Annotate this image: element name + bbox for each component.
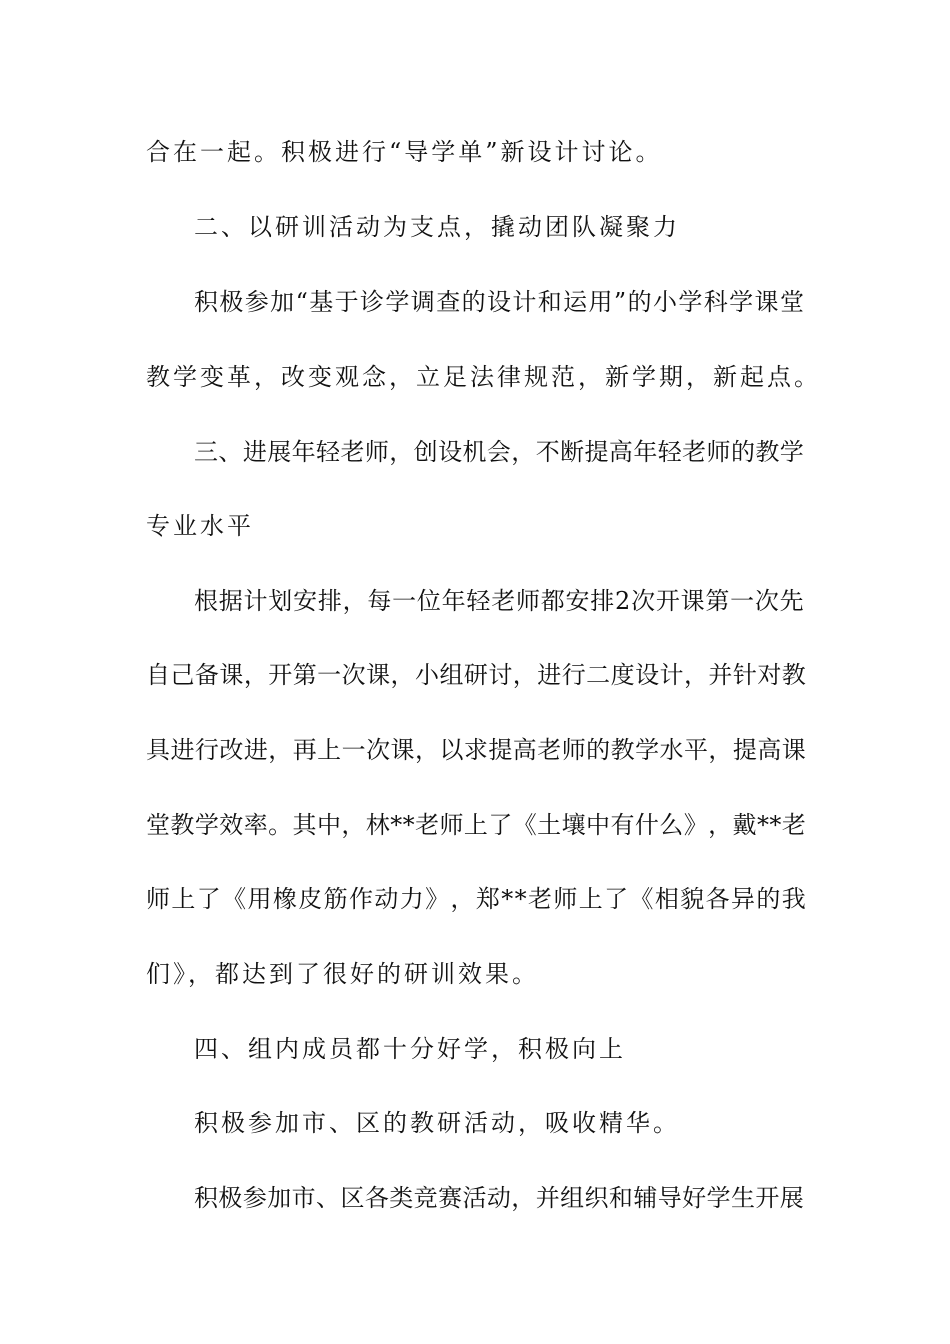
section-heading-4: 四、组内成员都十分好学，积极向上: [194, 1035, 626, 1063]
paragraph-line: 堂 教 学 效 率 。 其 中 ， 林 * * 老 师 上 了 《 土 壤 中 有 什 么 》 ， 戴 * * 老: [146, 811, 806, 839]
section-heading-3: 三 、 进 展 年 轻 老 师 ， 创 设 机 会 ， 不 断 提 高 年 轻 老 师 的 教 学: [194, 438, 804, 466]
paragraph-line: 合在一起。积极进行“导学单”新设计讨论。: [146, 138, 663, 166]
paragraph-line: 积 极 参 加 市 、 区 各 类 竞 赛 活 动 ， 并 组 织 和 辅 导 好 学 生 开 展: [194, 1184, 804, 1212]
paragraph-line: 积极参加市、区的教研活动，吸收精华。: [194, 1109, 680, 1137]
section-heading-2: 二、以研训活动为支点，撬动团队凝聚力: [194, 213, 680, 241]
paragraph-line: 积 极 参 加 “ 基 于 诊 学 调 查 的 设 计 和 运 用 ” 的 小 学 科 学 课 堂: [194, 288, 804, 316]
paragraph-line: 师 上 了 《 用 橡 皮 筋 作 动 力 》 ， 郑 * * 老 师 上 了 《 相 貌 各 异 的 我: [146, 885, 806, 913]
paragraph-line: 自 己 备 课 ， 开 第 一 次 课 ， 小 组 研 讨 ， 进 行 二 度 设 计 ， 并 针 对 教: [146, 661, 806, 689]
paragraph-line: 教学变革，改变观念，立足法律规范，新学期，新起点。: [146, 363, 821, 391]
paragraph-line: 根 据 计 划 安 排 ， 每 一 位 年 轻 老 师 都 安 排 2 次 开 课 第 一 次 先: [194, 587, 804, 615]
section-heading-3-cont: 专业水平: [146, 512, 254, 540]
paragraph-line: 们》，都达到了很好的研训效果。: [146, 960, 539, 988]
paragraph-line: 具 进 行 改 进 ， 再 上 一 次 课 ， 以 求 提 高 老 师 的 教 学 水 平 ， 提 高 课: [146, 736, 806, 764]
